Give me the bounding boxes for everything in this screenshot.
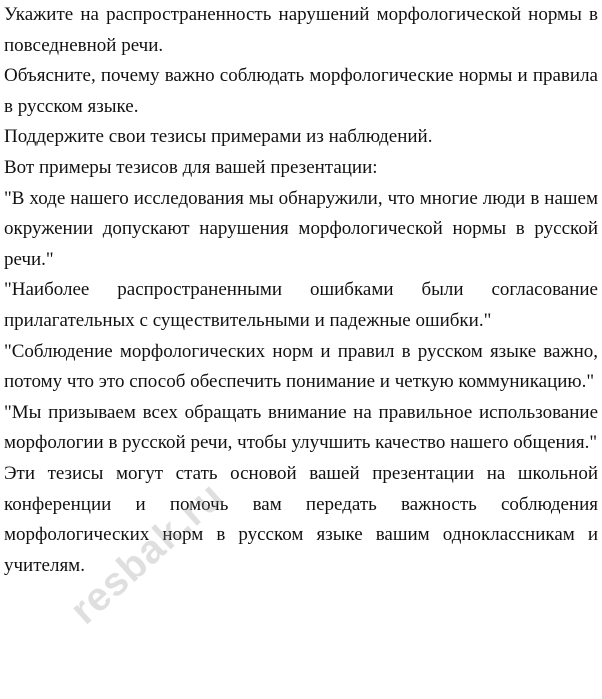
paragraph-instruction-explain: Объясните, почему важно соблюдать морфологические нормы и правила в русском языке. [4,65,598,117]
paragraph-thesis-2: "Наиболее распространенными ошибками были согласование прилагательных с существительными и падежные ошибки." [4,279,598,331]
paragraph-thesis-4: "Мы призываем всех обращать внимание на правильное использование морфологии в русской речи, чтобы улучшить качество нашего общения." [4,401,598,454]
document-body [4,0,598,581]
paragraph-examples-intro: Вот примеры тезисов для вашей презентации: [4,156,378,178]
paragraph-instruction-support: Поддержите свои тезисы примерами из наблюдений. [4,126,433,148]
paragraph-thesis-3: "Соблюдение морфологических норм и правил в русском языке важно, потому что это способ обеспечить понимание и четкую коммуникацию." [4,340,598,393]
paragraph-thesis-1: "В ходе нашего исследования мы обнаружили, что многие люди в нашем окружении допускают нарушения морфологической нормы в русской речи." [4,187,598,270]
paragraph-conclusion: Эти тезисы могут стать основой вашей презентации на школьной конференции и помочь вам передать важность соблюдения морфологических норм в русском языке вашим одноклассникам и учителям. [4,462,598,576]
paragraph-instruction-prevalence: Укажите на распространенность нарушений морфологической нормы в повседневной речи. [4,4,598,56]
watermark: resbak.ru [62,473,232,633]
